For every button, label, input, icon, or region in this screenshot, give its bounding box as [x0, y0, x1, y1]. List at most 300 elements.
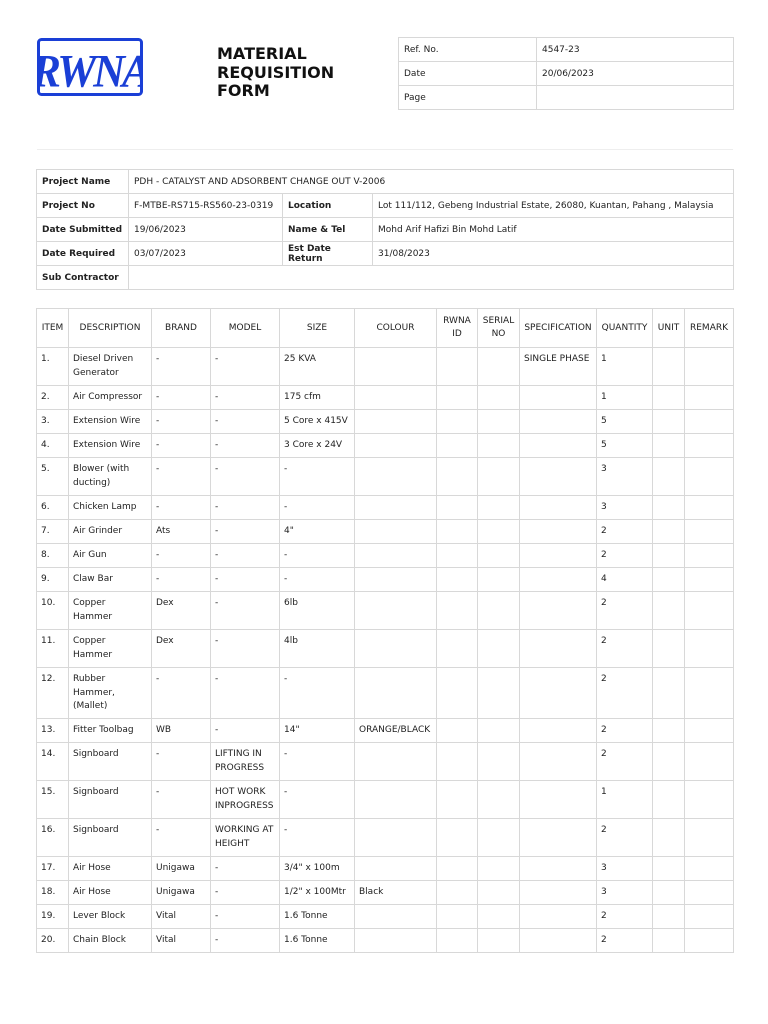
item-description: Air Gun [69, 544, 152, 568]
item-colour [355, 905, 437, 929]
project-row [37, 242, 734, 266]
item-unit [653, 743, 685, 781]
item-brand: - [152, 819, 211, 857]
item-number: 15. [37, 781, 69, 819]
item-model: LIFTING IN PROGRESS [211, 743, 280, 781]
name-tel-value: Mohd Arif Hafizi Bin Mohd Latif [373, 218, 734, 242]
table-row [37, 819, 734, 857]
item-description: Extension Wire [69, 410, 152, 434]
item-colour [355, 743, 437, 781]
item-rwna-id [437, 410, 478, 434]
item-size: 25 KVA [280, 348, 355, 386]
item-serial-no [478, 592, 520, 630]
item-serial-no [478, 434, 520, 458]
item-brand: - [152, 386, 211, 410]
item-description: Claw Bar [69, 568, 152, 592]
item-number: 12. [37, 668, 69, 719]
item-remark [685, 520, 734, 544]
item-rwna-id [437, 719, 478, 743]
item-remark [685, 905, 734, 929]
item-unit [653, 905, 685, 929]
item-quantity: 2 [597, 929, 653, 953]
item-quantity: 1 [597, 386, 653, 410]
item-description: Fitter Toolbag [69, 719, 152, 743]
table-row [37, 857, 734, 881]
item-description: Air Hose [69, 881, 152, 905]
item-colour [355, 630, 437, 668]
item-specification [520, 496, 597, 520]
item-specification [520, 781, 597, 819]
item-model: - [211, 929, 280, 953]
item-colour [355, 496, 437, 520]
item-unit [653, 592, 685, 630]
item-specification [520, 881, 597, 905]
project-row [37, 218, 734, 242]
item-rwna-id [437, 458, 478, 496]
header-quantity: QUANTITY [597, 309, 653, 348]
item-remark [685, 929, 734, 953]
item-remark [685, 410, 734, 434]
item-specification [520, 434, 597, 458]
item-size: - [280, 544, 355, 568]
item-remark [685, 592, 734, 630]
item-model: - [211, 668, 280, 719]
item-model: - [211, 520, 280, 544]
item-rwna-id [437, 568, 478, 592]
item-model: - [211, 630, 280, 668]
table-row [37, 592, 734, 630]
item-model: - [211, 719, 280, 743]
ref-row [399, 62, 734, 86]
item-size: - [280, 668, 355, 719]
item-colour [355, 568, 437, 592]
table-row [37, 929, 734, 953]
item-number: 4. [37, 434, 69, 458]
item-quantity: 2 [597, 630, 653, 668]
item-model: - [211, 434, 280, 458]
divider [37, 149, 733, 150]
item-number: 8. [37, 544, 69, 568]
item-rwna-id [437, 905, 478, 929]
header-remark: REMARK [685, 309, 734, 348]
item-rwna-id [437, 386, 478, 410]
item-size: 1.6 Tonne [280, 929, 355, 953]
item-serial-no [478, 568, 520, 592]
item-serial-no [478, 544, 520, 568]
ref-value: 4547-23 [537, 38, 734, 62]
table-row [37, 743, 734, 781]
item-colour [355, 458, 437, 496]
item-brand: Dex [152, 592, 211, 630]
header-item: ITEM [37, 309, 69, 348]
table-row [37, 568, 734, 592]
item-number: 5. [37, 458, 69, 496]
item-unit [653, 668, 685, 719]
item-unit [653, 520, 685, 544]
item-model: - [211, 857, 280, 881]
item-rwna-id [437, 857, 478, 881]
item-unit [653, 819, 685, 857]
item-rwna-id [437, 668, 478, 719]
est-return-label: Est Date Return [283, 242, 373, 266]
item-colour [355, 929, 437, 953]
item-quantity: 2 [597, 544, 653, 568]
item-remark [685, 458, 734, 496]
item-serial-no [478, 496, 520, 520]
form-title-line: REQUISITION [217, 62, 335, 82]
item-specification [520, 458, 597, 496]
project-no-label: Project No [37, 194, 129, 218]
project-name-value: PDH - CATALYST AND ADSORBENT CHANGE OUT V-2006 [129, 170, 734, 194]
item-colour [355, 668, 437, 719]
item-size: 175 cfm [280, 386, 355, 410]
item-serial-no [478, 719, 520, 743]
project-info-table [36, 169, 734, 290]
item-model: HOT WORK INPROGRESS [211, 781, 280, 819]
date-required-value: 03/07/2023 [129, 242, 283, 266]
item-number: 18. [37, 881, 69, 905]
item-unit [653, 857, 685, 881]
item-model: - [211, 592, 280, 630]
item-specification: SINGLE PHASE [520, 348, 597, 386]
item-size: 3 Core x 24V [280, 434, 355, 458]
item-serial-no [478, 630, 520, 668]
item-number: 17. [37, 857, 69, 881]
item-model: - [211, 568, 280, 592]
item-description: Air Grinder [69, 520, 152, 544]
item-brand: Vital [152, 905, 211, 929]
item-quantity: 3 [597, 496, 653, 520]
item-number: 16. [37, 819, 69, 857]
item-rwna-id [437, 496, 478, 520]
item-brand: - [152, 544, 211, 568]
project-row [37, 194, 734, 218]
item-description: Blower (with ducting) [69, 458, 152, 496]
item-model: - [211, 386, 280, 410]
item-quantity: 3 [597, 881, 653, 905]
item-remark [685, 819, 734, 857]
item-unit [653, 568, 685, 592]
project-name-label: Project Name [37, 170, 129, 194]
item-rwna-id [437, 630, 478, 668]
item-description: Extension Wire [69, 434, 152, 458]
item-model: - [211, 905, 280, 929]
item-description: Signboard [69, 743, 152, 781]
item-rwna-id [437, 520, 478, 544]
item-rwna-id [437, 592, 478, 630]
table-row [37, 905, 734, 929]
item-description: Signboard [69, 781, 152, 819]
item-brand: - [152, 668, 211, 719]
item-quantity: 2 [597, 668, 653, 719]
date-submitted-value: 19/06/2023 [129, 218, 283, 242]
item-colour [355, 386, 437, 410]
item-unit [653, 386, 685, 410]
item-remark [685, 781, 734, 819]
location-label: Location [283, 194, 373, 218]
item-specification [520, 520, 597, 544]
item-specification [520, 568, 597, 592]
date-submitted-label: Date Submitted [37, 218, 129, 242]
item-serial-no [478, 905, 520, 929]
item-colour [355, 592, 437, 630]
item-remark [685, 496, 734, 520]
item-description: Copper Hammer [69, 630, 152, 668]
item-remark [685, 857, 734, 881]
item-specification [520, 410, 597, 434]
item-unit [653, 630, 685, 668]
ref-label: Ref. No. [399, 38, 537, 62]
item-specification [520, 719, 597, 743]
ref-label: Date [399, 62, 537, 86]
item-unit [653, 434, 685, 458]
item-size: 14" [280, 719, 355, 743]
item-description: Signboard [69, 819, 152, 857]
item-rwna-id [437, 881, 478, 905]
header-colour: COLOUR [355, 309, 437, 348]
item-specification [520, 929, 597, 953]
item-quantity: 4 [597, 568, 653, 592]
item-remark [685, 348, 734, 386]
project-row [37, 170, 734, 194]
item-number: 9. [37, 568, 69, 592]
item-size: - [280, 781, 355, 819]
table-row [37, 668, 734, 719]
item-size: 4lb [280, 630, 355, 668]
item-quantity: 2 [597, 819, 653, 857]
item-number: 2. [37, 386, 69, 410]
item-quantity: 2 [597, 592, 653, 630]
item-unit [653, 410, 685, 434]
item-description: Diesel Driven Generator [69, 348, 152, 386]
item-serial-no [478, 348, 520, 386]
item-brand: - [152, 496, 211, 520]
table-row [37, 881, 734, 905]
item-serial-no [478, 781, 520, 819]
item-size: - [280, 819, 355, 857]
item-serial-no [478, 386, 520, 410]
item-size: - [280, 496, 355, 520]
header-serial-no: SERIAL NO [478, 309, 520, 348]
item-quantity: 1 [597, 781, 653, 819]
item-number: 13. [37, 719, 69, 743]
item-colour [355, 857, 437, 881]
item-brand: - [152, 434, 211, 458]
items-body [37, 348, 734, 953]
item-quantity: 3 [597, 458, 653, 496]
item-model: - [211, 496, 280, 520]
item-specification [520, 743, 597, 781]
ref-value [537, 86, 734, 110]
header-model: MODEL [211, 309, 280, 348]
item-description: Air Hose [69, 857, 152, 881]
item-remark [685, 544, 734, 568]
project-row [37, 266, 734, 290]
item-colour [355, 434, 437, 458]
item-serial-no [478, 668, 520, 719]
item-size: - [280, 458, 355, 496]
company-logo [37, 38, 143, 96]
table-row [37, 719, 734, 743]
item-model: - [211, 348, 280, 386]
item-colour [355, 520, 437, 544]
item-remark [685, 434, 734, 458]
table-row [37, 458, 734, 496]
ref-row [399, 38, 734, 62]
item-model: WORKING AT HEIGHT [211, 819, 280, 857]
item-unit [653, 929, 685, 953]
item-model: - [211, 458, 280, 496]
item-colour [355, 544, 437, 568]
header-specification: SPECIFICATION [520, 309, 597, 348]
reference-table [398, 37, 734, 110]
sub-contractor-label: Sub Contractor [37, 266, 129, 290]
item-colour: ORANGE/BLACK [355, 719, 437, 743]
item-quantity: 2 [597, 520, 653, 544]
item-serial-no [478, 819, 520, 857]
item-serial-no [478, 410, 520, 434]
table-row [37, 520, 734, 544]
item-unit [653, 719, 685, 743]
item-brand: - [152, 781, 211, 819]
item-remark [685, 743, 734, 781]
item-brand: WB [152, 719, 211, 743]
item-description: Air Compressor [69, 386, 152, 410]
item-brand: Dex [152, 630, 211, 668]
item-brand: - [152, 348, 211, 386]
item-specification [520, 544, 597, 568]
item-unit [653, 496, 685, 520]
item-specification [520, 592, 597, 630]
item-quantity: 5 [597, 434, 653, 458]
header-description: DESCRIPTION [69, 309, 152, 348]
item-number: 11. [37, 630, 69, 668]
item-size: 1/2" x 100Mtr [280, 881, 355, 905]
item-size: - [280, 743, 355, 781]
item-brand: Ats [152, 520, 211, 544]
item-size: 3/4" x 100m [280, 857, 355, 881]
item-specification [520, 819, 597, 857]
svg-text:RWNA: RWNA [37, 45, 143, 96]
item-colour: Black [355, 881, 437, 905]
item-description: Lever Block [69, 905, 152, 929]
form-title-line: FORM [217, 81, 270, 100]
item-colour [355, 410, 437, 434]
header-brand: BRAND [152, 309, 211, 348]
header-rwna-id: RWNA ID [437, 309, 478, 348]
item-unit [653, 458, 685, 496]
item-specification [520, 668, 597, 719]
ref-label: Page [399, 86, 537, 110]
item-colour [355, 348, 437, 386]
item-specification [520, 905, 597, 929]
table-row [37, 386, 734, 410]
item-remark [685, 719, 734, 743]
location-value: Lot 111/112, Gebeng Industrial Estate, 26080, Kuantan, Pahang , Malaysia [373, 194, 734, 218]
item-size: 5 Core x 415V [280, 410, 355, 434]
table-row [37, 781, 734, 819]
item-brand: Unigawa [152, 881, 211, 905]
item-remark [685, 668, 734, 719]
item-rwna-id [437, 819, 478, 857]
form-title [217, 45, 377, 101]
item-rwna-id [437, 929, 478, 953]
item-number: 20. [37, 929, 69, 953]
table-row [37, 434, 734, 458]
item-unit [653, 348, 685, 386]
date-required-label: Date Required [37, 242, 129, 266]
item-serial-no [478, 458, 520, 496]
item-model: - [211, 881, 280, 905]
item-serial-no [478, 857, 520, 881]
item-remark [685, 881, 734, 905]
table-row [37, 544, 734, 568]
item-description: Chicken Lamp [69, 496, 152, 520]
est-return-value: 31/08/2023 [373, 242, 734, 266]
item-quantity: 2 [597, 743, 653, 781]
item-serial-no [478, 520, 520, 544]
item-size: - [280, 568, 355, 592]
sub-contractor-value [129, 266, 734, 290]
item-description: Rubber Hammer, (Mallet) [69, 668, 152, 719]
ref-value: 20/06/2023 [537, 62, 734, 86]
table-row [37, 348, 734, 386]
item-number: 19. [37, 905, 69, 929]
item-quantity: 1 [597, 348, 653, 386]
table-row [37, 630, 734, 668]
item-description: Copper Hammer [69, 592, 152, 630]
table-row [37, 496, 734, 520]
item-remark [685, 630, 734, 668]
item-brand: Unigawa [152, 857, 211, 881]
project-no-value: F-MTBE-RS715-RS560-23-0319 [129, 194, 283, 218]
item-rwna-id [437, 348, 478, 386]
item-serial-no [478, 743, 520, 781]
form-title-line: MATERIAL [217, 44, 307, 63]
item-number: 7. [37, 520, 69, 544]
item-number: 10. [37, 592, 69, 630]
item-serial-no [478, 929, 520, 953]
ref-row [399, 86, 734, 110]
item-quantity: 3 [597, 857, 653, 881]
item-specification [520, 630, 597, 668]
item-number: 14. [37, 743, 69, 781]
item-remark [685, 386, 734, 410]
item-quantity: 5 [597, 410, 653, 434]
item-size: 4" [280, 520, 355, 544]
item-rwna-id [437, 781, 478, 819]
item-unit [653, 881, 685, 905]
item-brand: - [152, 568, 211, 592]
header-unit: UNIT [653, 309, 685, 348]
item-rwna-id [437, 743, 478, 781]
item-rwna-id [437, 434, 478, 458]
item-number: 1. [37, 348, 69, 386]
item-remark [685, 568, 734, 592]
item-model: - [211, 410, 280, 434]
item-quantity: 2 [597, 905, 653, 929]
items-header-row [37, 309, 734, 348]
item-brand: - [152, 743, 211, 781]
item-colour [355, 819, 437, 857]
item-unit [653, 781, 685, 819]
item-serial-no [478, 881, 520, 905]
item-rwna-id [437, 544, 478, 568]
item-specification [520, 386, 597, 410]
name-tel-label: Name & Tel [283, 218, 373, 242]
item-model: - [211, 544, 280, 568]
item-size: 1.6 Tonne [280, 905, 355, 929]
